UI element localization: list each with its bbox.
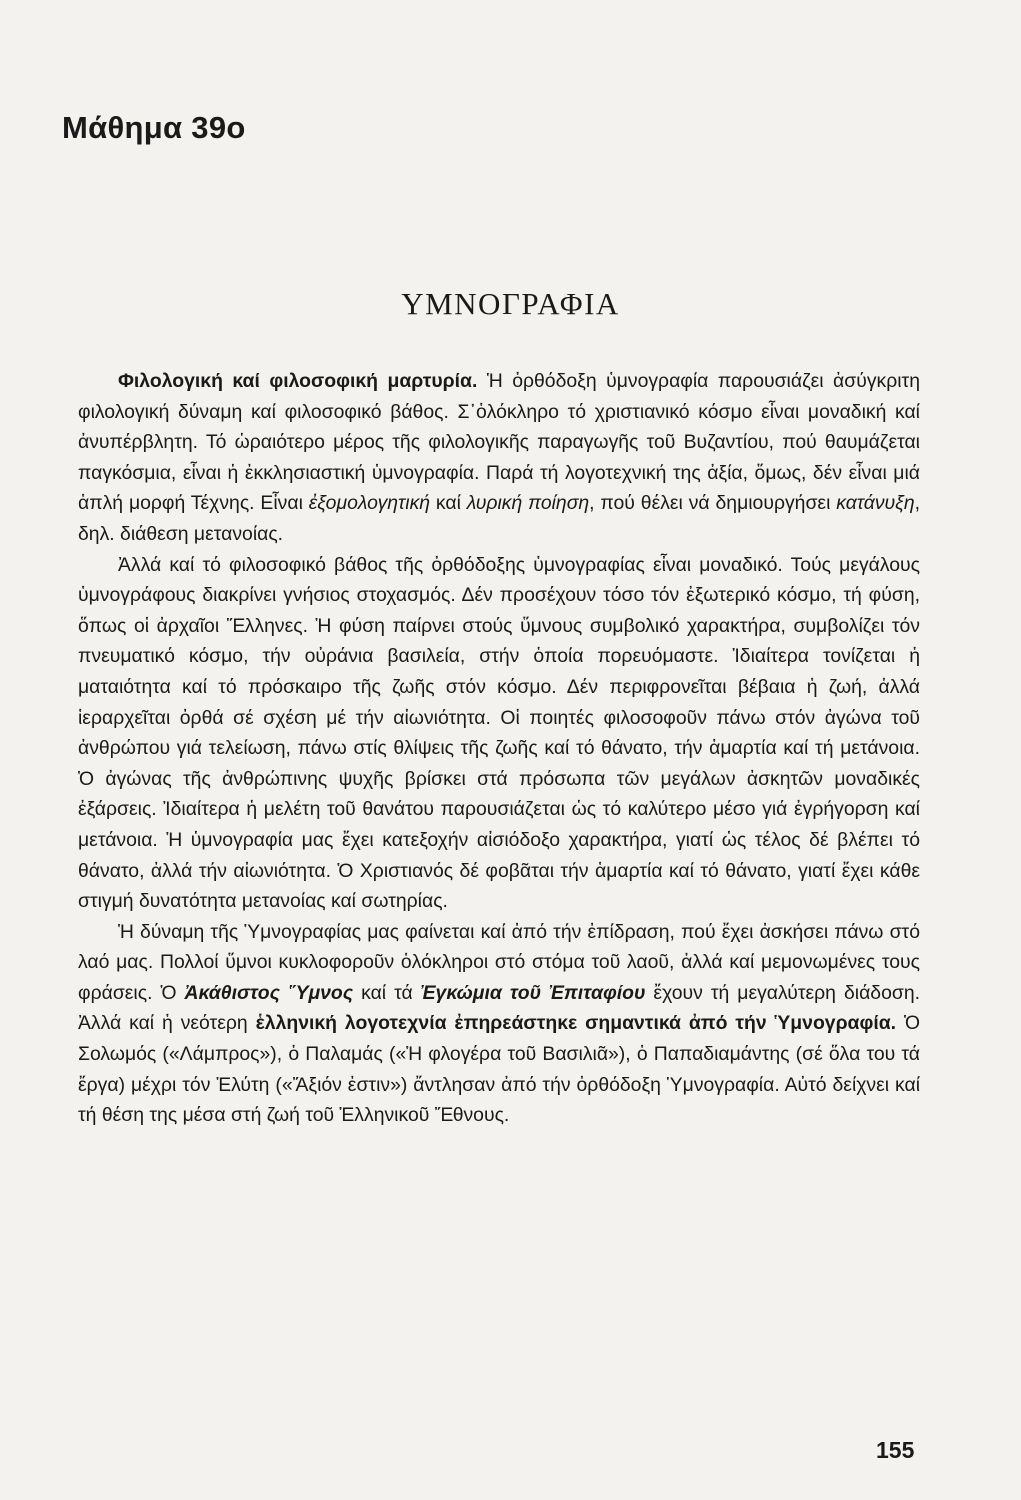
paragraph-1 (78, 366, 920, 550)
paragraph-3-text-d: Ὁ Σολωμός («Λάμπρος»), ὁ Παλαμάς («Ἡ φλογέρα τοῦ Βασιλιᾶ»), ὁ Παπαδιαμάντης (σέ ὅλα του τά ἔργα) μέχρι τόν Ἐλύτη («Ἄξιόν ἐστιν») ἄντλησαν ἀπό τήν ὀρθόδοξη Ὑμνογραφία. Αὐτό δείχνει καί τή θέση της μέσα στή ζωή τοῦ Ἑλληνικοῦ Ἔθνους. (78, 1012, 920, 1127)
paragraph-3 (78, 917, 920, 1131)
paragraph-1-emphasis-2: λυρική ποίηση (466, 492, 590, 515)
paragraph-1-text-a: Ἡ ὀρθόδοξη ὑμνογραφία παρουσιάζει ἀσύγκριτη φιλολογική δύναμη καί φιλοσοφικό βάθος. Σ᾽ὁλόκληρο τό χριστιανικό κόσμο εἶναι μοναδική καί ἀνυπέρβλητη. Τό ὡραιότερο μέρος τῆς φιλολογικῆς παραγωγῆς τοῦ Βυζαντίου, πού θαυμάζεται παγκόσμια, εἶναι ἡ ἐκκλησιαστική ὑμνογραφία. Παρά τή λογοτεχνική της ἀξία, ὅμως, δέν εἶναι μιά ἁπλή μορφή Τέχνης. Εἶναι (78, 370, 920, 515)
paragraph-3-emphasis-1: Ἀκάθιστος Ὕμνος (184, 981, 354, 1004)
body-text (78, 366, 920, 1131)
paragraph-3-text-a: Ἡ δύναμη τῆς Ὑμνογραφίας μας φαίνεται καί ἀπό τήν ἐπίδραση, πού ἔχει ἀσκήσει πάνω στό λαό μας. Πολλοί ὕμνοι κυκλοφοροῦν ὁλόκληροι στό στόμα τοῦ λαοῦ, ἀλλά καί μεμονωμένες τους φράσεις. Ὁ (78, 920, 920, 1004)
chapter-title: ΥΜΝΟΓΡΑΦΙΑ (401, 286, 620, 321)
lesson-heading: Μάθημα 39ο (62, 110, 246, 145)
paragraph-1-emphasis-3: κατάνυξη (836, 492, 915, 515)
paragraph-1-lead: Φιλολογική καί φιλοσοφική μαρτυρία. (118, 370, 478, 392)
paragraph-1-text-d: , δηλ. διάθεση μετανοίας. (78, 492, 920, 545)
page-number: 155 (876, 1437, 915, 1463)
paragraph-3-text-c: ἔχουν τή μεγαλύτερη διάδοση. Ἀλλά καί ἡ νεότερη (78, 981, 920, 1035)
paragraph-3-text-b: καί τά (353, 981, 421, 1004)
paragraph-1-text-c: , πού θέλει νά δημιουργήσει (589, 492, 837, 515)
paragraph-1-emphasis-1: ἐξομολογητική (308, 492, 431, 515)
paragraph-3-bold: ἑλληνική λογοτεχνία ἐπηρεάστηκε σημαντικά ἀπό τήν Ὑμνογραφία. (255, 1012, 897, 1035)
paragraph-3-emphasis-2: Ἐγκώμια τοῦ Ἐπιταφίου (420, 981, 646, 1004)
paragraph-1-text-b: καί (430, 492, 467, 515)
paragraph-2: Ἀλλά καί τό φιλοσοφικό βάθος τῆς ὀρθόδοξης ὑμνογραφίας εἶναι μοναδικό. Τούς μεγάλους ὑμνογράφους διακρίνει γνήσιος στοχασμός. Δέν προσέχουν τόσο τόν ἐξωτερικό κόσμο, τή φύση, ὅπως οἱ ἀρχαῖοι Ἕλληνες. Ἡ φύση παίρνει στούς ὕμνους συμβολικό χαρακτήρα, συμβολίζει τόν πνευματικό κόσμο, τήν οὐράνια βασιλεία, στήν ὁποία πορευόμαστε. Ἰδιαίτερα τονίζεται ἡ ματαιότητα καί τό πρόσκαιρο τῆς ζωῆς στόν κόσμο. Δέν περιφρονεῖται βέβαια ἡ ζωή, ἀλλά ἱεραρχεῖται ὀρθά σέ σχέση μέ τήν αἰωνιότητα. Οἱ ποιητές φιλοσοφοῦν πάνω στόν ἀγώνα τοῦ ἀνθρώπου γιά τελείωση, πάνω στίς θλίψεις τῆς ζωῆς καί τό θάνατο, τήν ἁμαρτία καί τή μετάνοια. Ὁ ἀγώνας τῆς ἀνθρώπινης ψυχῆς βρίσκει στά πρόσωπα τῶν μεγάλων ἀσκητῶν μοναδικές ἐξάρσεις. Ἰδιαίτερα ἡ μελέτη τοῦ θανάτου παρουσιάζεται ὡς τό καλύτερο μέσο γιά ἐγρήγορση καί μετάνοια. Ἡ ὑμνογραφία μας ἔχει κατεξοχήν αἰσιόδοξο χαρακτήρα, γιατί ὡς τέλος δέ βλέπει τό θάνατο, ἀλλά τήν αἰωνιότητα. Ὁ Χριστιανός δέ φοβᾶται τήν ἁμαρτία καί τό θάνατο, γιατί ἔχει κάθε στιγμή δυνατότητα μετανοίας καί σωτηρίας. (78, 553, 920, 913)
